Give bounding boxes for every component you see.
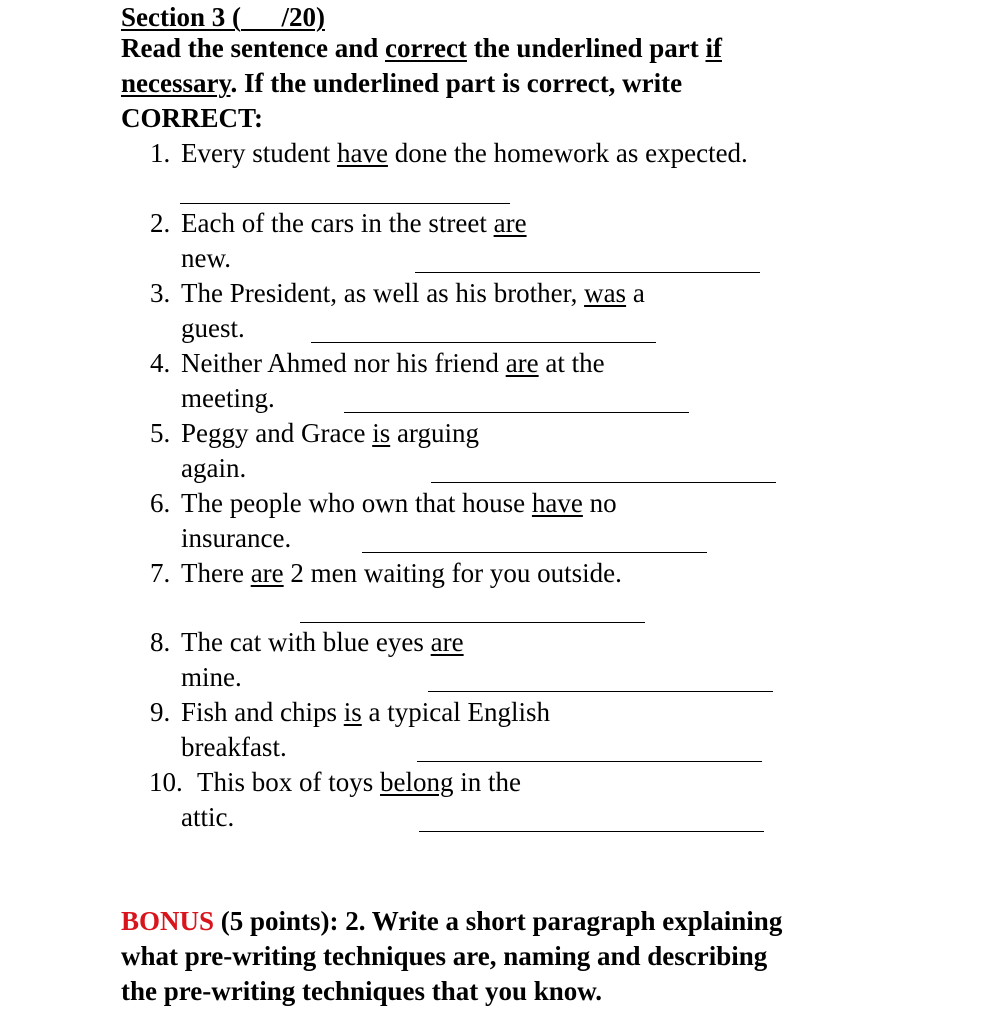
item-sentence [181,346,605,381]
score-blank [241,2,282,32]
item-sentence [181,486,617,521]
item-sentence [181,136,748,171]
item-number: 5. [150,418,171,448]
answer-line[interactable] [428,691,773,692]
exercise-item-8 [150,625,464,660]
sentence-text: at the [538,348,605,378]
item-continuation: attic. [181,802,235,832]
section-heading [121,0,325,35]
instructions-text: . If the underlined part is correct, write [230,68,683,98]
exercise-item-2 [150,206,527,241]
item-continuation: meeting. [181,383,275,413]
answer-line[interactable] [344,412,689,413]
answer-line[interactable] [415,272,760,273]
underlined-part: is [372,418,391,448]
bonus-line-1 [121,904,782,939]
bonus-line-3: the pre-writing techniques that you know. [121,976,603,1006]
sentence-text: Every student [181,138,337,168]
answer-line[interactable] [419,831,764,832]
item-number: 1. [150,138,171,168]
underlined-part: have [531,488,583,518]
sentence-text: There [181,558,251,588]
underlined-part: belong [380,767,454,797]
sentence-text: a [626,278,645,308]
item-continuation: new. [181,243,231,273]
underlined-part: are [430,627,464,657]
sentence-text: no [582,488,617,518]
exercise-item-9 [150,695,550,730]
underlined-part: was [584,278,627,308]
item-continuation: again. [181,453,247,483]
sentence-text: The President, as well as his brother, [181,278,585,308]
item-continuation: breakfast. [181,732,287,762]
item-sentence [181,556,622,591]
item-sentence [181,276,645,311]
item-sentence [197,765,521,800]
instructions-text: Read the sentence and [121,33,385,63]
item-sentence [181,625,464,660]
if-word: if [705,33,722,63]
sentence-text: 2 men waiting for you outside. [283,558,622,588]
underlined-part: are [250,558,284,588]
item-number: 3. [150,278,171,308]
answer-line[interactable] [300,622,645,623]
sentence-text: The people who own that house [181,488,532,518]
sentence-text: in the [453,767,522,797]
underlined-part: are [493,208,527,238]
sentence-text: The cat with blue eyes [181,627,431,657]
instructions-line-1 [121,31,722,66]
sentence-text: Neither Ahmed nor his friend [181,348,506,378]
exercise-item-7 [150,556,622,591]
exercise-item-3 [150,276,645,311]
underlined-part: have [336,138,388,168]
answer-line[interactable] [311,342,656,343]
item-sentence [181,695,550,730]
item-sentence [181,206,527,241]
sentence-text: done the homework as expected. [387,138,748,168]
item-number: 6. [150,488,171,518]
instructions-line-3: CORRECT: [121,103,264,133]
sentence-text: arguing [390,418,479,448]
exercise-item-1 [150,136,748,171]
correct-word: correct [385,33,467,63]
answer-line[interactable] [180,203,510,204]
sentence-text: Each of the cars in the street [181,208,494,238]
bonus-label: BONUS [121,906,215,936]
item-number: 10. [149,767,183,797]
answer-line[interactable] [417,761,762,762]
instructions-text: the underlined part [466,33,706,63]
bonus-text: (5 points): 2. Write a short paragraph explaining [214,906,783,936]
exercise-item-5 [150,416,479,451]
underlined-part: are [505,348,539,378]
item-continuation: insurance. [181,523,292,553]
necessary-word: necessary [121,68,231,98]
answer-line[interactable] [362,552,707,553]
item-sentence [181,416,479,451]
exercise-item-10 [149,765,522,800]
item-number: 9. [150,697,171,727]
exercise-item-4 [150,346,605,381]
item-continuation: mine. [181,662,242,692]
bonus-line-2: what pre-writing techniques are, naming and describing [121,941,768,971]
sentence-text: Peggy and Grace [181,418,373,448]
item-number: 4. [150,348,171,378]
instructions-line-2 [121,66,682,101]
answer-line[interactable] [431,482,776,483]
item-continuation: guest. [181,313,245,343]
sentence-text: This box of toys [197,767,381,797]
exercise-item-6 [150,486,617,521]
score-total: /20) [281,2,325,32]
sentence-text: Fish and chips [181,697,344,727]
item-number: 8. [150,627,171,657]
item-number: 7. [150,558,171,588]
sentence-text: a typical English [361,697,550,727]
section-title: Section 3 ( [121,2,241,32]
underlined-part: is [343,697,362,727]
item-number: 2. [150,208,171,238]
